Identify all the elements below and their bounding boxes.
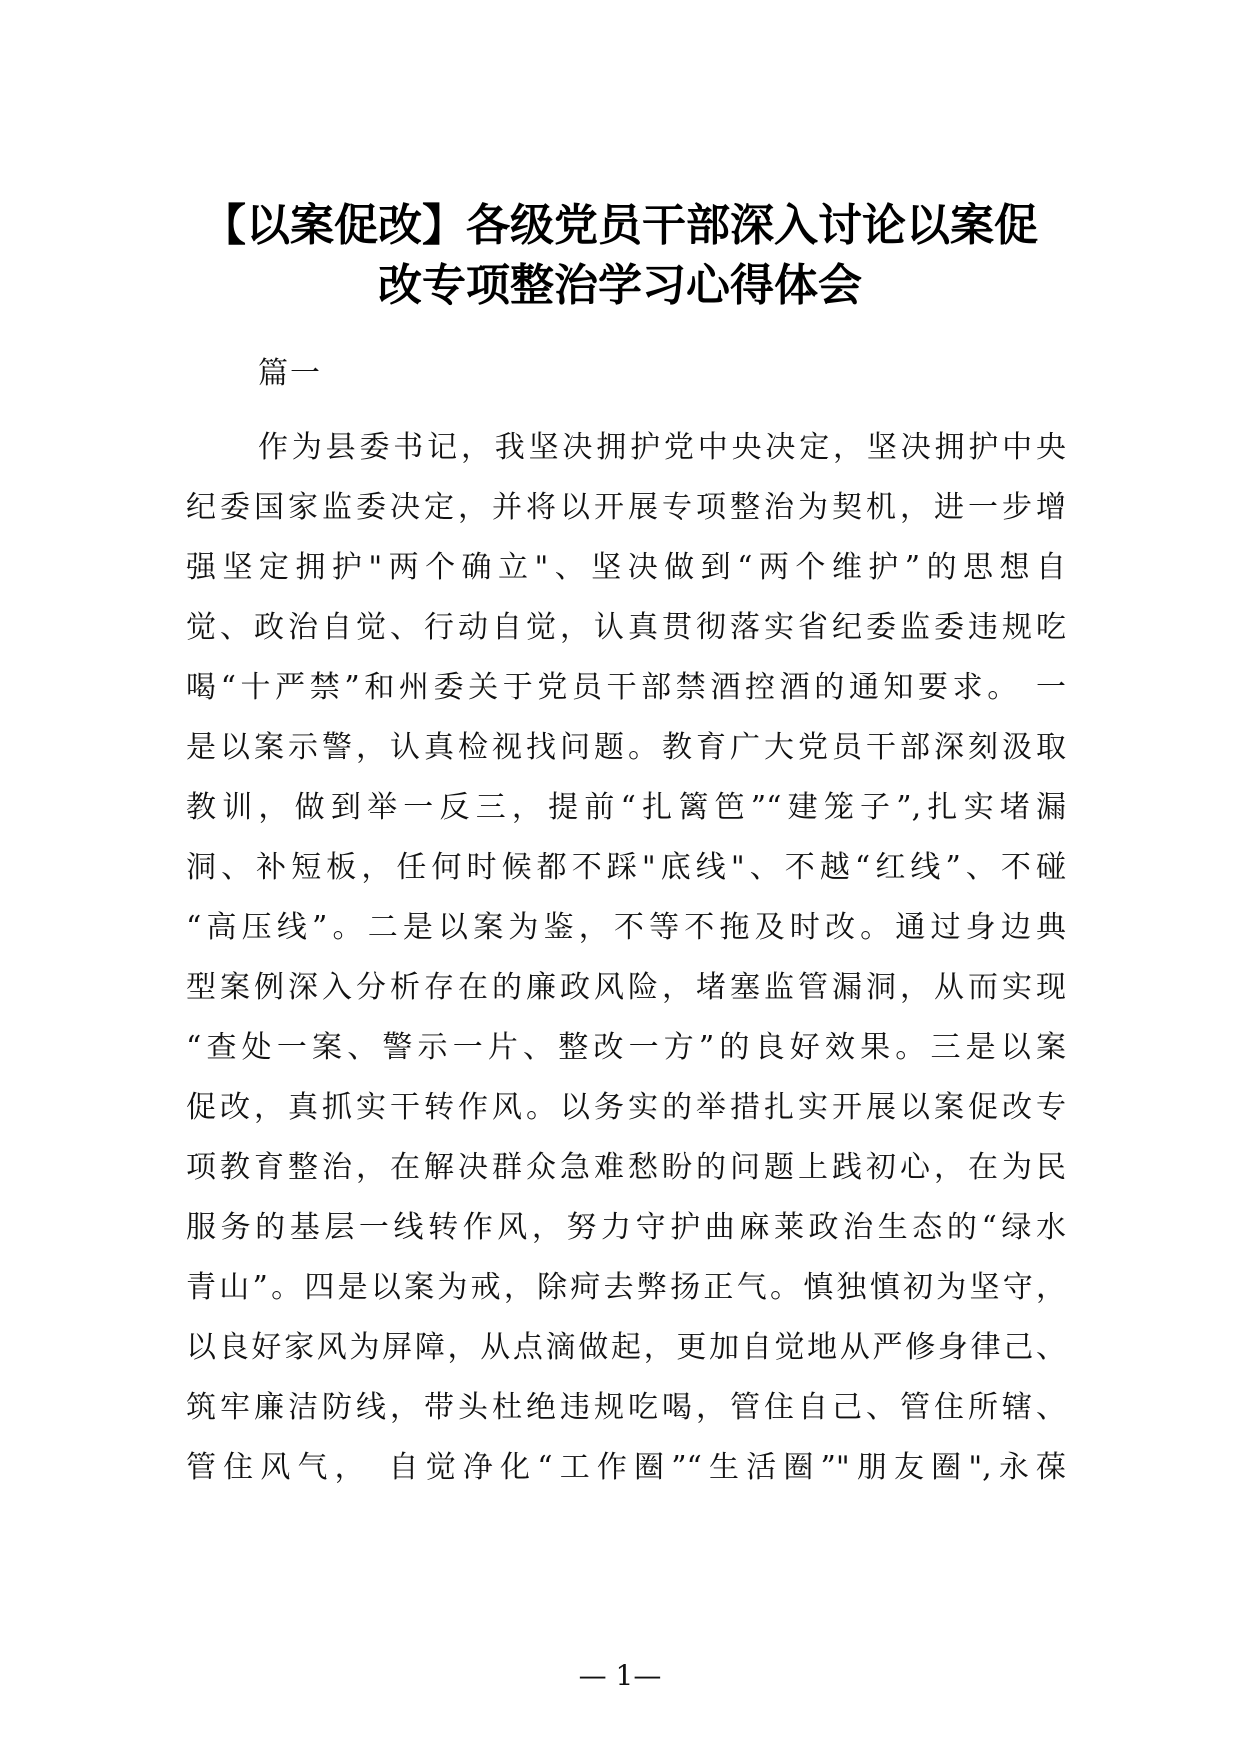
body-line: 作为县委书记，我坚决拥护党中央决定，坚决拥护中央 (258, 430, 1066, 465)
body-line: 教训，做到举一反三，提前“扎篱笆”“建笼子”,扎实堵漏 (186, 790, 1066, 825)
page-number: — 1— (578, 1659, 662, 1692)
body-line: 是以案示警，认真检视找问题。教育广大党员干部深刻汲取 (186, 730, 1066, 765)
body-line: 觉、政治自觉、行动自觉，认真贯彻落实省纪委监委违规吃 (186, 610, 1066, 645)
body-line: 筑牢廉洁防线，带头杜绝违规吃喝，管住自己、管住所辖、 (186, 1390, 1066, 1425)
body-line: 青山”。四是以案为戒，除疴去弊扬正气。慎独慎初为坚守， (186, 1270, 1066, 1305)
body-line: 型案例深入分析存在的廉政风险，堵塞监管漏洞，从而实现 (186, 970, 1066, 1005)
body-line: 管住风气， 自觉净化“工作圈”“生活圈”"朋友圈",永葆 (186, 1450, 1066, 1485)
body-line: “高压线”。二是以案为鉴，不等不拖及时改。通过身边典 (186, 910, 1066, 945)
body-line: 强坚定拥护"两个确立"、坚决做到“两个维护”的思想自 (186, 550, 1066, 585)
body-line: 洞、补短板，任何时候都不踩"底线"、不越“红线”、不碰 (186, 850, 1066, 885)
body-line: “查处一案、警示一片、整改一方”的良好效果。三是以案 (186, 1030, 1066, 1065)
body-line: 纪委国家监委决定，并将以开展专项整治为契机，进一步增 (186, 490, 1066, 525)
title-line-2: 改专项整治学习心得体会 (378, 260, 862, 311)
body-line: 促改，真抓实干转作风。以务实的举措扎实开展以案促改专 (186, 1090, 1066, 1125)
body-line: 项教育整治，在解决群众急难愁盼的问题上践初心，在为民 (186, 1150, 1066, 1185)
body-line: 喝“十严禁”和州委关于党员干部禁酒控酒的通知要求。 一 (186, 670, 1066, 705)
body-text (186, 418, 1066, 1498)
document-title (150, 196, 1090, 316)
section-label: 篇一 (258, 356, 322, 391)
body-line: 以良好家风为屏障，从点滴做起，更加自觉地从严修身律己、 (186, 1330, 1066, 1365)
title-line-1: 【以案促改】各级党员干部深入讨论以案促 (202, 200, 1038, 251)
body-line: 服务的基层一线转作风，努力守护曲麻莱政治生态的“绿水 (186, 1210, 1066, 1245)
